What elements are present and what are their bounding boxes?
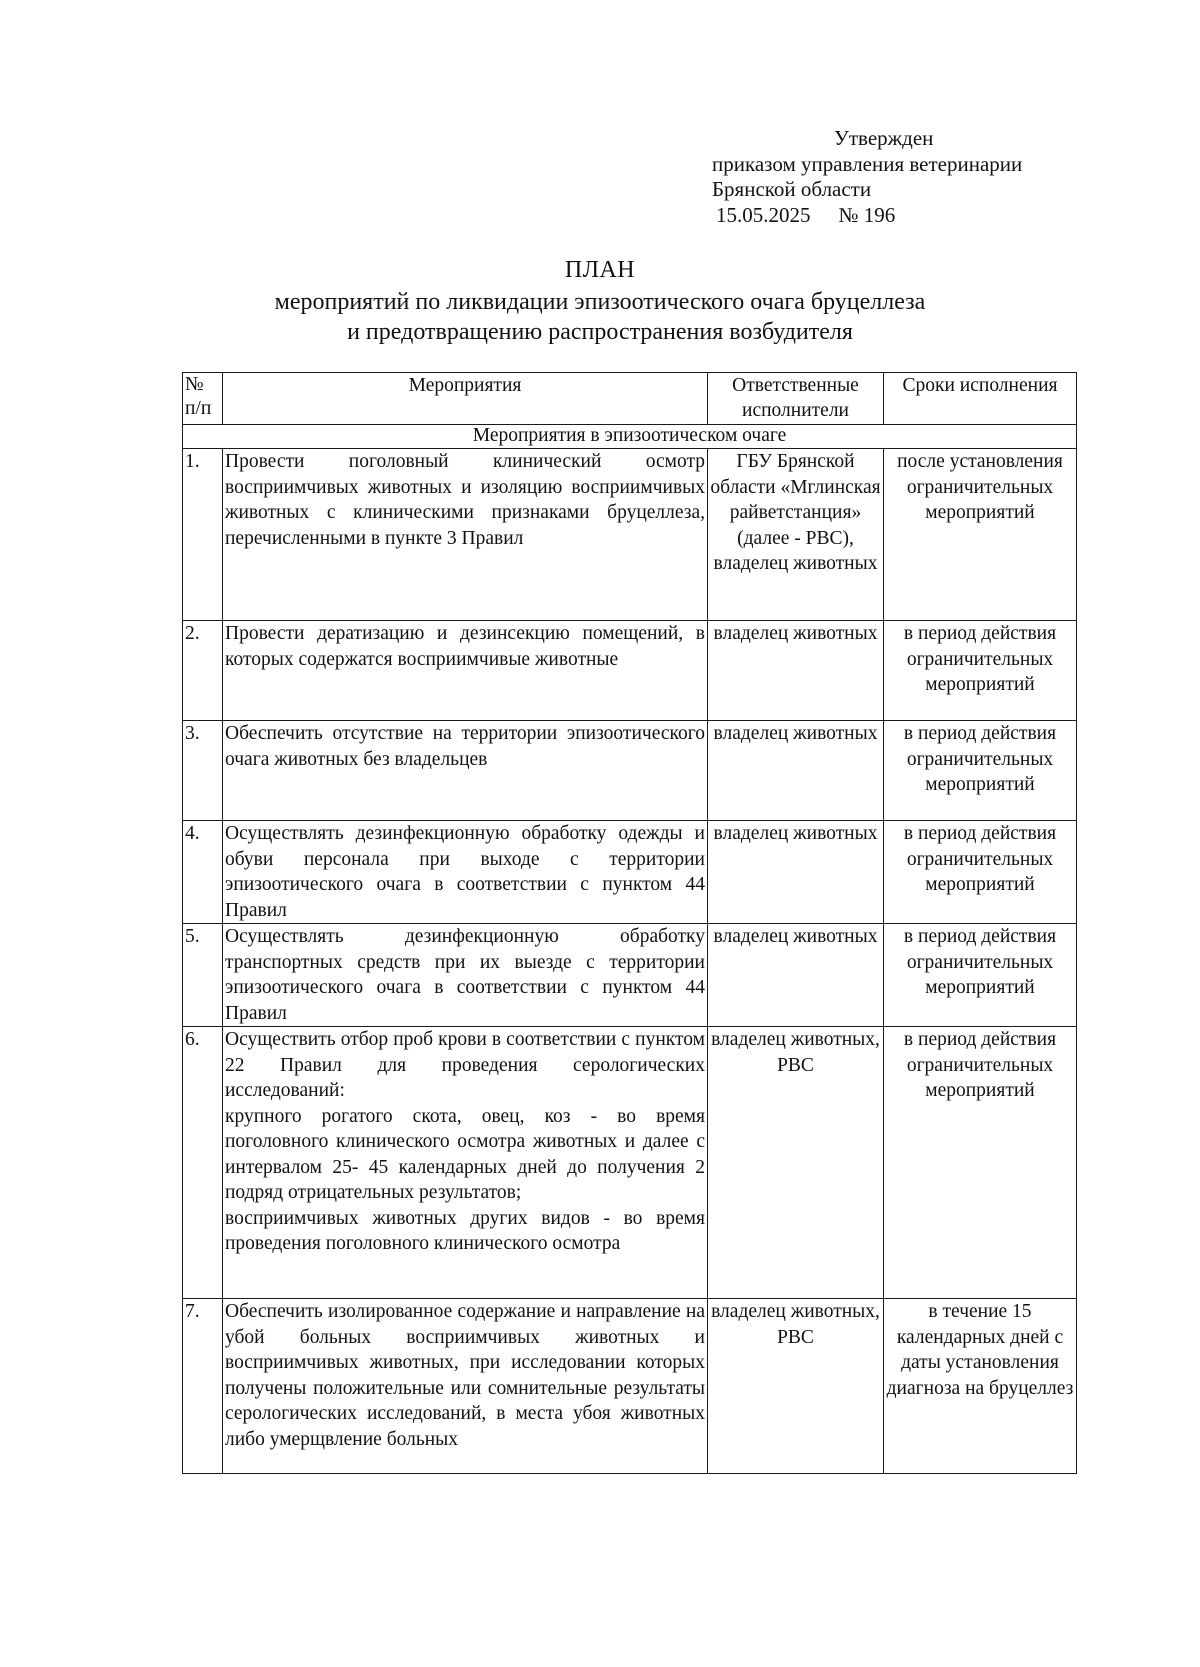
row-term: после установления ограничительных мероприятий xyxy=(884,449,1077,621)
row-responsible: владелец животных xyxy=(708,924,884,1027)
approval-stamp xyxy=(712,126,1022,228)
approval-order: приказом управления ветеринарии xyxy=(712,151,1023,176)
approval-region: Брянской области xyxy=(712,177,872,201)
measures-table xyxy=(182,372,1077,1474)
header-term: Сроки исполнения xyxy=(884,373,1077,425)
row-action: Провести дератизацию и дезинсекцию помещений, в которых содержатся восприимчивые животные xyxy=(223,621,708,721)
table-row xyxy=(183,821,1077,924)
header-responsible: Ответственные исполнители xyxy=(708,373,884,425)
plan-subtitle-line2: и предотвращению распространения возбудителя xyxy=(347,319,853,345)
plan-subtitle-line1: мероприятий по ликвидации эпизоотического очага бруцеллеза xyxy=(274,289,926,315)
table-row xyxy=(183,449,1077,621)
row-action-part2: крупного рогатого скота, овец, коз - во время поголовного клинического осмотра животных и далее с интервалом 25- 45 календарных дней до получения 2 подряд отрицательных результатов; xyxy=(225,1105,705,1203)
approval-heading: Утвержден xyxy=(834,126,934,150)
row-num: 4. xyxy=(183,821,223,924)
row-num: 5. xyxy=(183,924,223,1027)
row-action-part3: восприимчивых животных других видов - во время проведения поголовного клинического осмотра xyxy=(225,1207,705,1254)
section-row xyxy=(183,425,1077,449)
row-responsible: владелец животных xyxy=(708,821,884,924)
row-action: Обеспечить изолированное содержание и направление на убой больных восприимчивых животных и восприимчивых животных, при исследовании которых получены положительные или сомнительные результаты серологических исследований, в места убоя животных либо умерщвление больных xyxy=(223,1299,708,1474)
row-responsible: владелец животных xyxy=(708,721,884,821)
row-action: Обеспечить отсутствие на территории эпизоотического очага животных без владельцев xyxy=(223,721,708,821)
row-responsible: владелец животных, РВС xyxy=(708,1299,884,1474)
row-term: в период действия ограничительных мероприятий xyxy=(884,924,1077,1027)
row-action-part1: Осуществить отбор проб крови в соответствии с пунктом 22 Правил для проведения серологических исследований: xyxy=(225,1029,705,1101)
row-responsible: владелец животных xyxy=(708,621,884,721)
section-title: Мероприятия в эпизоотическом очаге xyxy=(183,425,1077,449)
document-title xyxy=(0,255,1200,347)
approval-date: 15.05.2025 xyxy=(716,202,811,227)
row-num: 2. xyxy=(183,621,223,721)
table-row xyxy=(183,621,1077,721)
table-row xyxy=(183,721,1077,821)
row-responsible: владелец животных, РВС xyxy=(708,1027,884,1299)
row-term: в течение 15 календарных дней с даты установления диагноза на бруцеллез xyxy=(884,1299,1077,1474)
row-num: 6. xyxy=(183,1027,223,1299)
row-action: Осуществлять дезинфекционную обработку транспортных средств при их выезде с территории эпизоотического очага в соответствии с пунктом 44 Правил xyxy=(223,924,708,1027)
row-num: 3. xyxy=(183,721,223,821)
table-row xyxy=(183,1027,1077,1299)
row-term: в период действия ограничительных мероприятий xyxy=(884,621,1077,721)
table-row xyxy=(183,924,1077,1027)
plan-title: ПЛАН xyxy=(564,257,636,283)
row-num: 7. xyxy=(183,1299,223,1474)
row-term: в период действия ограничительных мероприятий xyxy=(884,721,1077,821)
approval-number: № 196 xyxy=(838,202,896,227)
row-action xyxy=(223,1027,708,1299)
row-action: Провести поголовный клинический осмотр восприимчивых животных и изоляцию восприимчивых животных с клиническими признаками бруцеллеза, перечисленными в пункте 3 Правил xyxy=(223,449,708,621)
header-num: № п/п xyxy=(183,373,223,425)
row-action: Осуществлять дезинфекционную обработку одежды и обуви персонала при выходе с территории эпизоотического очага в соответствии с пунктом 44 Правил xyxy=(223,821,708,924)
row-num: 1. xyxy=(183,449,223,621)
table-header-row xyxy=(183,373,1077,425)
header-action: Мероприятия xyxy=(223,373,708,425)
row-responsible: ГБУ Брянской области «Мглинская райветстанция» (далее - РВС), владелец животных xyxy=(708,449,884,621)
row-term: в период действия ограничительных мероприятий xyxy=(884,821,1077,924)
approval-date-number xyxy=(712,203,1022,229)
row-term: в период действия ограничительных мероприятий xyxy=(884,1027,1077,1299)
table-row xyxy=(183,1299,1077,1474)
